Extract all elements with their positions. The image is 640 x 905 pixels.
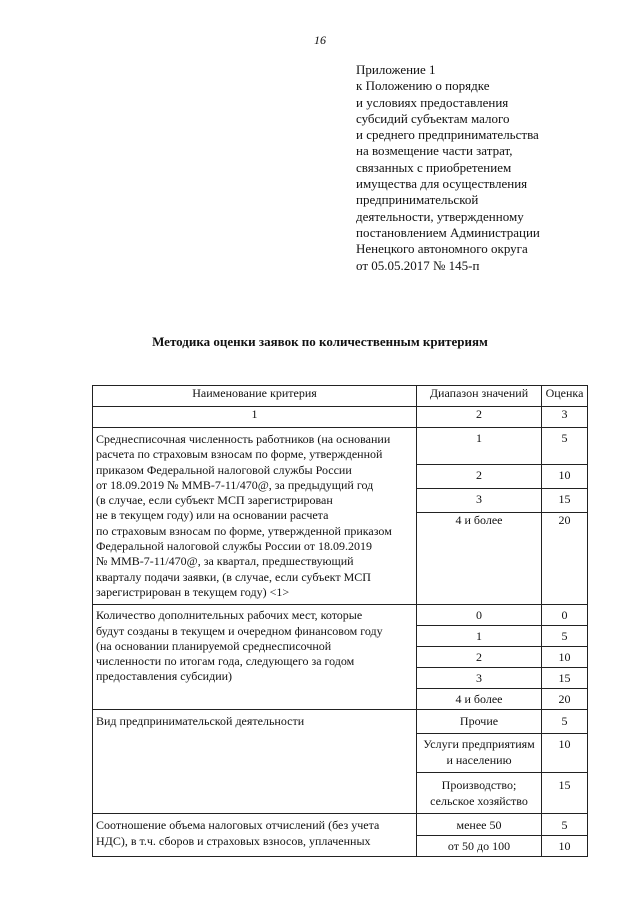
range-line: Прочие [459,714,499,729]
range-cell [417,710,542,734]
score-cell: 15 [542,489,588,513]
appendix-line: и условиях предоставления [356,94,509,110]
range-line: сельское хозяйство [430,793,528,808]
range-cell: менее 50 [417,814,542,836]
appendix-line: на возмещение части затрат, [356,143,513,159]
range-cell [417,773,542,814]
criteria-table [92,385,588,857]
table-header-row [93,386,588,407]
criterion-line: расчета по страховым взносам по форме, утвержденной [96,447,383,462]
score-cell: 5 [542,814,588,836]
page-number: 16 [314,33,326,47]
criterion-activity-type [93,710,417,814]
criterion-line: Соотношение объема налоговых отчислений (без учета [96,818,380,833]
range-cell: от 50 до 100 [417,836,542,857]
criterion-line: НДС), в т.ч. сборов и страховых взносов, уплаченных [96,833,371,848]
table-row [93,710,588,734]
score-cell: 5 [542,428,588,465]
appendix-line: к Положению о порядке [356,78,490,94]
range-cell: 1 [417,428,542,465]
score-cell: 20 [542,689,588,710]
criterion-line: кварталу подачи заявки, (в случае, если субъект МСП [96,569,371,584]
score-cell: 5 [542,710,588,734]
score-cell: 20 [542,513,588,605]
score-cell: 5 [542,626,588,647]
criterion-line: Среднесписочная численность работников (на основании [96,432,391,446]
table-row [93,605,588,626]
range-line: и населению [446,752,512,767]
range-cell: 3 [417,489,542,513]
appendix-line: деятельности, утвержденному [356,208,524,224]
criterion-line: предоставления субсидии) [96,669,233,684]
table-row [93,428,588,465]
range-line: Услуги предприятиям [423,737,535,752]
criterion-line: Вид предпринимательской деятельности [96,714,305,729]
appendix-line: от 05.05.2017 № 145-п [356,257,480,273]
range-cell: 1 [417,626,542,647]
criterion-line: будут созданы в текущем и очередном финансовом году [96,623,383,638]
appendix-line: Ненецкого автономного округа [356,241,528,257]
criterion-line: зарегистрирован в текущем году) <1> [96,584,290,599]
appendix-line: субсидий субъектам малого [356,110,510,126]
score-cell: 15 [542,773,588,814]
criterion-line: не в текущем году) или на основании расчета [96,508,329,523]
column-number: 2 [417,407,542,428]
criterion-line: № ММВ-7-11/470@, за квартал, предшествующий [96,554,354,569]
criterion-line: Федеральной налоговой службы России от 18.09.2019 [96,539,372,554]
appendix-line: Приложение 1 [356,62,436,77]
score-cell: 10 [542,734,588,773]
column-number: 3 [542,407,588,428]
appendix-line: постановлением Администрации [356,224,540,240]
appendix-line: и среднего предпринимательства [356,127,539,143]
range-cell: 2 [417,465,542,489]
column-number-row [93,407,588,428]
table-row [93,814,588,836]
appendix-reference [356,62,626,274]
document-title: Методика оценки заявок по количественным критериям [152,334,488,349]
score-cell: 10 [542,465,588,489]
criterion-line: Количество дополнительных рабочих мест, которые [96,608,363,623]
header-criterion: Наименование критерия [93,386,417,407]
criterion-line: (в случае, если субъект МСП зарегистрирован [96,493,333,508]
header-range: Диапазон значений [417,386,542,407]
criterion-new-jobs [93,605,417,710]
appendix-line: предпринимательской [356,192,479,208]
appendix-line: связанных с приобретением [356,159,512,175]
criterion-line: от 18.09.2019 № ММВ-7-11/470@, за предыдущий год [96,477,374,492]
range-line: Производство; [441,778,517,793]
score-cell: 10 [542,836,588,857]
score-cell: 15 [542,668,588,689]
criterion-line: численности по итогам года, следующего за годом [96,654,355,669]
criterion-tax-ratio [93,814,417,857]
range-cell [417,734,542,773]
criterion-line: (на основании планируемой среднесписочной [96,638,332,653]
score-cell: 10 [542,647,588,668]
criterion-headcount [93,428,417,605]
criterion-line: по страховым взносам по форме, утвержденной приказом [96,523,392,538]
range-cell: 2 [417,647,542,668]
score-cell: 0 [542,605,588,626]
range-cell: 4 и более [417,689,542,710]
range-cell: 0 [417,605,542,626]
header-score: Оценка [542,386,588,407]
criterion-line: приказом Федеральной налоговой службы России [96,462,352,477]
range-cell: 3 [417,668,542,689]
column-number: 1 [93,407,417,428]
appendix-line: имущества для осуществления [356,176,528,192]
range-cell: 4 и более [417,513,542,605]
